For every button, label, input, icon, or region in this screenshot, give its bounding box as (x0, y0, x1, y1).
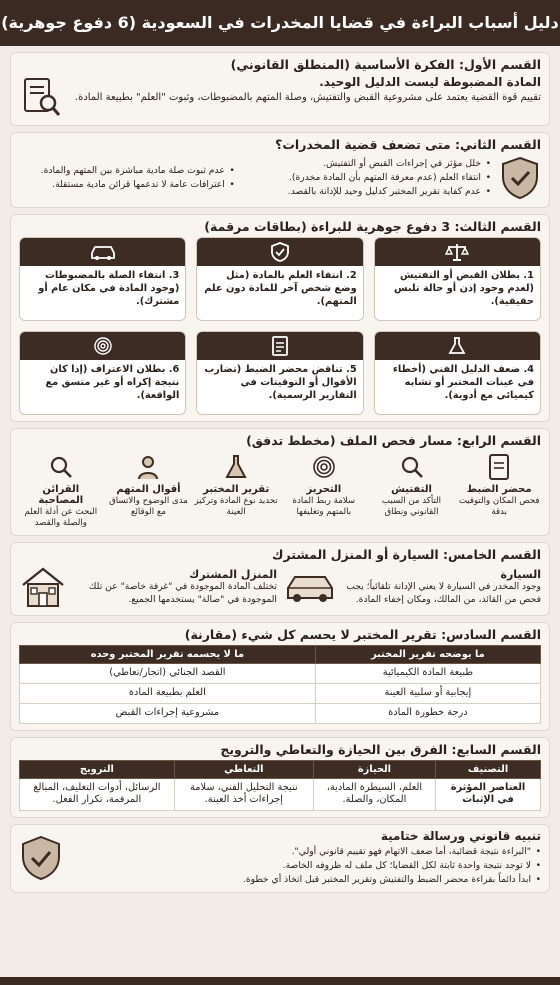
section-5-title: القسم الخامس: السيارة أو المنزل المشترك (272, 547, 541, 563)
list-item: • عدم ثبوت صلة مادية مباشرة بين المتهم والمادة. (19, 164, 235, 178)
section-1-title: القسم الأول: الفكرة الأساسية (المنطلق القانوني) (230, 57, 541, 72)
card-text: 6. بطلان الاعتراف (إذا كان نتيجة إكراه أو غير متسق مع الواقعة). (45, 364, 180, 402)
list-item: • لا توجد نتيجة واحدة ثابتة لكل القضايا؛ كل ملف له ظروفه الخاصة. (73, 859, 541, 873)
table-cell: إيجابية أو سلبية العينة (315, 684, 540, 704)
closing-list (73, 845, 541, 886)
table-row (20, 664, 541, 684)
flow-step-title: أقوال المتهم (116, 484, 181, 495)
section-2 (10, 132, 550, 208)
table-row (20, 703, 541, 723)
section-5 (10, 542, 550, 616)
flow-step-desc: التأكد من السبب القانوني ونطاق (381, 496, 442, 518)
flow-step (19, 452, 103, 529)
flow-step-desc: سلامة ربط المادة بالمتهم وتغليفها (292, 496, 356, 518)
car-icon (20, 238, 185, 266)
table-header: ما يوضحه تقرير المختبر (315, 646, 540, 664)
table-cell: الرسائل، أدوات التغليف، المبالغ المرقمة، تكرار الفعل. (20, 778, 175, 810)
flow-step-desc: مدى الوضوح والاتساق مع الوقائع (109, 496, 188, 518)
footer-bar (0, 977, 560, 985)
card-text: 1. بطلان القبض أو التفتيش (لعدم وجود إذن أو حالة تلبس حقيقية). (394, 270, 534, 308)
car-title: السيارة (500, 568, 541, 582)
section-2-title: القسم الثاني: متى تضعف قضية المخدرات؟ (275, 137, 541, 152)
section-6 (10, 622, 550, 730)
section-3-title: القسم الثالث: 3 دفوع جوهرية للبراءة (بطاقات مرقمة) (204, 219, 541, 234)
flow-step-desc: البحث عن أدلة العلم والصلة والقصد (24, 507, 98, 529)
fingerprint-icon (282, 452, 366, 482)
lab-report-table (19, 645, 541, 723)
section-2-list-left (19, 164, 235, 192)
table-row (20, 684, 541, 704)
comparison-table (19, 760, 541, 811)
flow-step (370, 452, 454, 529)
house-title: المنزل المشترك (189, 568, 277, 582)
flow-step (282, 452, 366, 529)
flow-step-desc: تحديد نوع المادة وتركيز العينة (194, 496, 278, 518)
section-8 (10, 824, 550, 893)
page-title: دليل أسباب البراءة في قضايا المخدرات في السعودية (6 دفوع جوهرية) (0, 0, 560, 46)
list-item: • خلل مؤثر في إجراءات القبض أو التفتيش. (243, 157, 491, 171)
table-header: الحيازة (313, 760, 435, 778)
table-cell: مشروعية إجراءات القبض (20, 703, 316, 723)
list-item: • اعترافات عامة لا تدعمها قرائن مادية مستقلة. (19, 178, 235, 192)
card-4 (374, 331, 541, 415)
flask-icon (375, 332, 540, 360)
fingerprint-icon (20, 332, 185, 360)
section-4-title: القسم الرابع: مسار فحص الملف (مخطط تدفق) (246, 433, 541, 448)
table-cell: طبيعة المادة الكيميائية (315, 664, 540, 684)
document-icon (197, 332, 362, 360)
flow-step-desc: فحص المكان والتوقيت بدقة (458, 496, 540, 518)
flask-icon (194, 452, 278, 482)
list-item: • انتفاء العلم (عدم معرفة المتهم بأن المادة مخدرة). (243, 171, 491, 185)
card-2 (196, 237, 363, 321)
car-block (283, 568, 541, 606)
card-text: 3. انتفاء الصلة بالمضبوطات (وجود المادة في مكان عام أو مشترك). (38, 270, 180, 308)
house-text: تختلف المادة الموجودة في "غرفة خاصة" عن تلك الموجودة في "صالة" يستخدمها الجميع. (88, 581, 277, 605)
flow-step (457, 452, 541, 529)
card-5 (196, 331, 363, 415)
table-cell: درجة خطورة المادة (315, 703, 540, 723)
table-cell: العلم بطبيعة المادة (20, 684, 316, 704)
shield-check-icon (19, 834, 63, 882)
card-3 (19, 237, 186, 321)
table-cell: العناصر المؤثرة في الإثبات (436, 778, 541, 810)
card-1 (374, 237, 541, 321)
table-row (20, 778, 541, 810)
list-item: • "البراءة نتيجة قضائية، أما ضعف الاتهام فهو تقييم قانوني أولي". (73, 845, 541, 859)
section-7-title: القسم السابع: الفرق بين الحيازة والتعاطي والترويج (220, 741, 541, 757)
section-1 (10, 52, 550, 126)
table-header: الترويج (20, 760, 175, 778)
card-text: 4. ضعف الدليل الفني (أخطاء في عينات المختبر أو تشابه كيميائي مع أدوية). (392, 364, 534, 402)
section-7 (10, 737, 550, 818)
flow-step-title: تقرير المختبر (203, 484, 270, 495)
card-6 (19, 331, 186, 415)
card-text: 5. تناقض محضر الضبط (تضارب الأقوال أو التوقيتات في التقارير الرسمية). (204, 364, 357, 402)
section-1-headline: المادة المضبوطة ليست الدليل الوحيد. (319, 75, 541, 89)
report-icon (457, 452, 541, 482)
flow-step-title: محضر الضبط (466, 484, 532, 495)
section-1-body: تقييم قوة القضية يعتمد على مشروعية القبض والتفتيش، وصلة المتهم بالمضبوطات، وثبوت "العلم" بطبيعة المادة. (74, 92, 541, 103)
table-cell: العلم، السيطرة المادية، المكان، والصلة. (313, 778, 435, 810)
section-8-title: تنبيه قانوني ورسالة ختامية (380, 829, 541, 844)
table-cell: نتيجة التحليل الفني، سلامة إجراءات أخذ العينة. (174, 778, 313, 810)
scales-icon (375, 238, 540, 266)
section-3 (10, 214, 550, 422)
flow-step (194, 452, 278, 529)
flow-step-title: التحريز (306, 484, 342, 495)
shield-check-icon (499, 155, 541, 201)
card-text: 2. انتفاء العلم بالمادة (مثل وضع شخص آخر للمادة دون علم المتهم). (204, 270, 357, 308)
flow-step (107, 452, 191, 529)
car-text: وجود المخدر في السيارة لا يعني الإدانة تلقائياً؛ يجب فحص من القائد، من المالك، ومكان إخفاء المادة. (346, 581, 541, 605)
table-cell: القصد الجنائي (اتجار/تعاطي) (20, 664, 316, 684)
flow-steps (19, 452, 541, 529)
person-icon (107, 452, 191, 482)
search-icon (370, 452, 454, 482)
car-icon (283, 570, 337, 604)
magnifier-icon (19, 452, 103, 482)
table-header: ما لا يحسمه تقرير المختبر وحده (20, 646, 316, 664)
house-block (19, 565, 277, 609)
section-2-list-right (243, 157, 491, 198)
flow-step-title: التفتيش (391, 484, 432, 495)
house-icon (19, 565, 67, 609)
list-item: • ابدأ دائماً بقراءة محضر الضبط والتفتيش وتقرير المختبر قبل اتخاذ أي خطوة. (73, 873, 541, 887)
table-header: التصنيف (436, 760, 541, 778)
section-6-title: القسم السادس: تقرير المختبر لا يحسم كل شيء (مقارنة) (184, 627, 541, 643)
flow-step-title: القرائن المصاحبة (38, 484, 84, 506)
document-magnifier-icon (19, 75, 63, 119)
shield-icon (197, 238, 362, 266)
table-header: التعاطي (174, 760, 313, 778)
list-item: • عدم كفاية تقرير المختبر كدليل وحيد للإدانة بالقصد. (243, 185, 491, 199)
section-4 (10, 428, 550, 536)
